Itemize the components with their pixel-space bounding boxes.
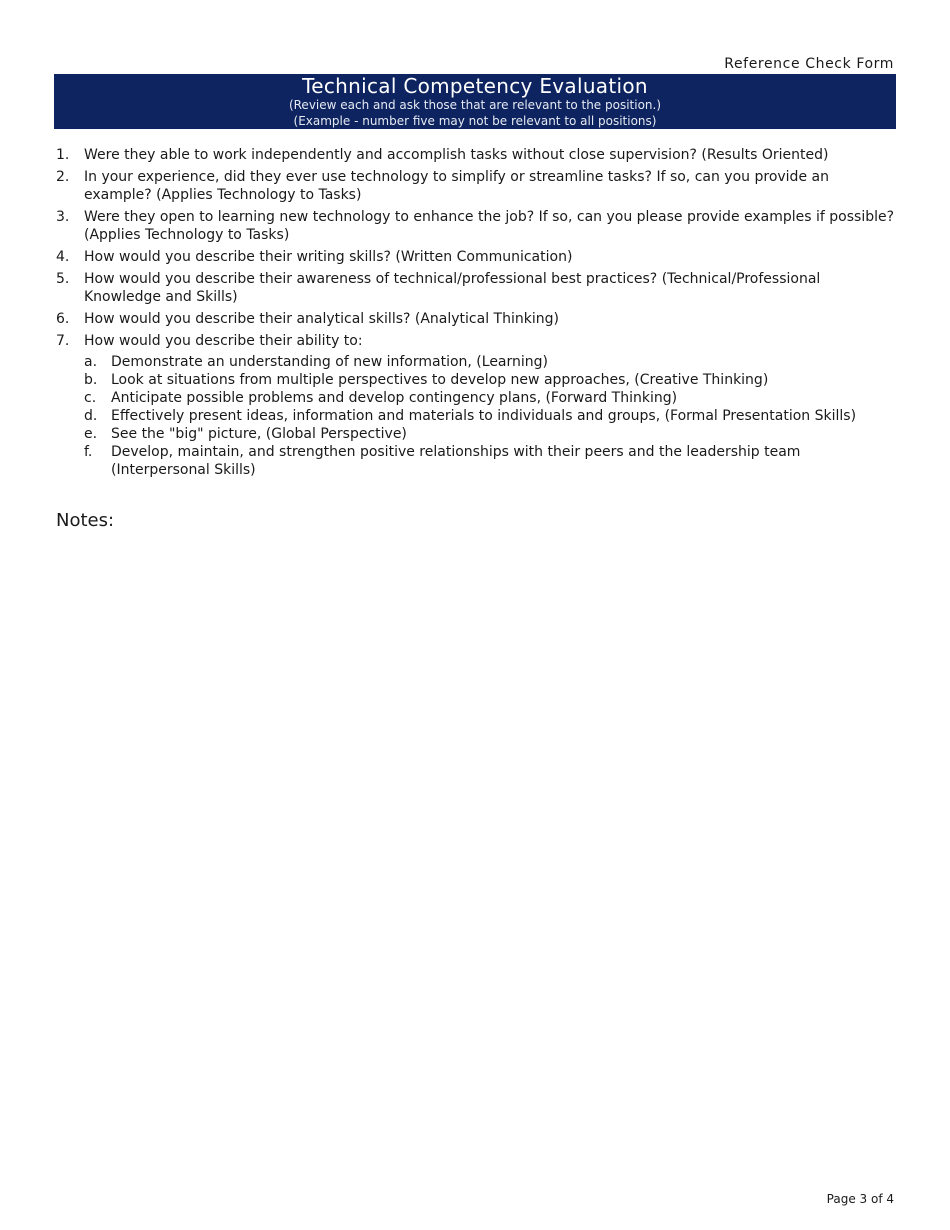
- sub-item-text: Develop, maintain, and strengthen positive relationships with their peers and the leadership team (Interpersonal Skills): [111, 444, 801, 478]
- question-item: [56, 310, 898, 328]
- question-number: 7.: [56, 333, 70, 349]
- section-title: Technical Competency Evaluation: [302, 74, 648, 98]
- question-text: Were they able to work independently and accomplish tasks without close supervision? (Results Oriented): [84, 147, 829, 163]
- sub-item-text: Look at situations from multiple perspectives to develop new approaches, (Creative Thinking): [111, 372, 769, 388]
- question-item: [56, 332, 898, 479]
- question-item: [56, 168, 898, 204]
- sub-item-text: See the "big" picture, (Global Perspective): [111, 426, 407, 442]
- sub-item-letter: e.: [84, 426, 98, 442]
- sub-item-letter: b.: [84, 372, 98, 388]
- question-text: How would you describe their awareness of technical/professional best practices? (Technical/Professional Knowledge and Skills): [84, 271, 821, 305]
- question-number: 4.: [56, 249, 70, 265]
- sub-item-text: Anticipate possible problems and develop contingency plans, (Forward Thinking): [111, 390, 678, 406]
- question-item: [56, 270, 898, 306]
- question-text: How would you describe their ability to:: [84, 333, 363, 349]
- form-name: Reference Check Form: [724, 56, 894, 72]
- section-subtitle-1: (Review each and ask those that are relevant to the position.): [288, 98, 662, 112]
- question-number: 2.: [56, 169, 70, 185]
- question-item: [56, 248, 898, 266]
- sub-item-letter: d.: [84, 408, 98, 424]
- question-list: [56, 146, 898, 483]
- question-number: 1.: [56, 147, 70, 163]
- question-item: [56, 208, 898, 244]
- sub-item-list: [84, 353, 898, 479]
- sub-item: [84, 443, 898, 479]
- sub-item-letter: a.: [84, 354, 98, 370]
- section-banner: [54, 74, 896, 129]
- question-number: 6.: [56, 311, 70, 327]
- sub-item: [84, 371, 898, 389]
- question-text: In your experience, did they ever use technology to simplify or streamline tasks? If so, can you provide an example? (Applies Technology to Tasks): [84, 169, 829, 203]
- sub-item: [84, 425, 898, 443]
- question-number: 5.: [56, 271, 70, 287]
- question-number: 3.: [56, 209, 70, 225]
- question-text: How would you describe their analytical skills? (Analytical Thinking): [84, 311, 559, 327]
- notes-label: Notes:: [56, 510, 115, 531]
- question-text: Were they open to learning new technology to enhance the job? If so, can you please provide examples if possible? (Applies Technology to Tasks): [84, 209, 895, 243]
- sub-item: [84, 407, 898, 425]
- sub-item-text: Effectively present ideas, information and materials to individuals and groups, (Formal Presentation Skills): [111, 408, 857, 424]
- sub-item-text: Demonstrate an understanding of new information, (Learning): [111, 354, 549, 370]
- sub-item-letter: f.: [84, 444, 93, 460]
- question-text: How would you describe their writing skills? (Written Communication): [84, 249, 573, 265]
- section-subtitle-2: (Example - number five may not be relevant to all positions): [293, 114, 657, 128]
- sub-item: [84, 389, 898, 407]
- sub-item: [84, 353, 898, 371]
- sub-item-letter: c.: [84, 390, 97, 406]
- page-number: Page 3 of 4: [826, 1192, 894, 1206]
- question-item: [56, 146, 898, 164]
